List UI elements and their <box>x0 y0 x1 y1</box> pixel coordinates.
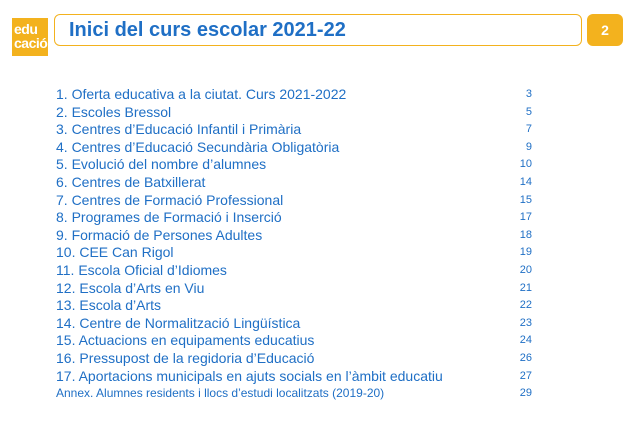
toc-item-page: 19 <box>519 246 532 259</box>
toc-item-15[interactable] <box>56 332 536 350</box>
toc-item-page: 20 <box>519 263 532 276</box>
toc-item-2[interactable] <box>56 104 536 122</box>
logo-line-2: cació <box>14 35 48 51</box>
toc-item-7[interactable] <box>56 192 536 210</box>
toc-item-page: 10 <box>519 158 532 171</box>
toc-item-page: 17 <box>519 211 532 224</box>
toc-item-title: Annex. Alumnes residents i llocs d’estudi localitzats (2019-20) <box>56 386 385 401</box>
toc-item-title: 5. Evolució del nombre d’alumnes <box>56 156 267 173</box>
toc-item-page: 18 <box>519 228 532 241</box>
logo-line-1: edu <box>14 21 38 37</box>
toc-item-title: 2. Escoles Bressol <box>56 103 172 120</box>
toc-item-title: 4. Centres d’Educació Secundària Obligatòria <box>56 138 340 155</box>
toc-item-page: 23 <box>519 316 532 329</box>
toc-item-page: 9 <box>525 140 532 153</box>
toc-item-5[interactable] <box>56 156 536 174</box>
toc-item-11[interactable] <box>56 262 536 280</box>
toc-item-page: 3 <box>525 88 532 100</box>
educacio-logo <box>12 18 48 56</box>
toc-item-title: 16. Pressupost de la regidoria d’Educació <box>56 349 315 366</box>
toc-item-page: 7 <box>525 123 532 136</box>
toc-item-9[interactable] <box>56 227 536 245</box>
toc-item-page: 5 <box>525 105 532 118</box>
toc-item-title: 14. Centre de Normalització Lingüística <box>56 314 301 331</box>
toc-item-3[interactable] <box>56 121 536 139</box>
toc-item-title: 11. Escola Oficial d’Idiomes <box>56 261 227 278</box>
toc-item-title: 12. Escola d’Arts en Viu <box>56 279 205 296</box>
toc-item-page: 26 <box>519 351 532 364</box>
toc-item-title: 10. CEE Can Rigol <box>56 244 174 261</box>
toc-item-title: 7. Centres de Formació Professional <box>56 191 284 208</box>
toc-item-title: 6. Centres de Batxillerat <box>56 173 206 190</box>
toc-item-10[interactable] <box>56 244 536 262</box>
toc-item-title: 17. Aportacions municipals en ajuts socials en l’àmbit educatiu <box>56 367 443 384</box>
toc-item-1[interactable] <box>56 86 536 104</box>
toc-item-title: 13. Escola d’Arts <box>56 297 162 314</box>
toc-item-8[interactable] <box>56 209 536 227</box>
toc-item-page: 21 <box>519 281 532 294</box>
page-number-badge: 2 <box>587 14 623 46</box>
toc-item-title: 1. Oferta educativa a la ciutat. Curs 2021-2022 <box>56 86 347 102</box>
toc-item-page: 14 <box>519 175 532 188</box>
toc-item-14[interactable] <box>56 315 536 333</box>
toc-item-page: 22 <box>519 299 532 312</box>
toc-item-page: 29 <box>519 387 532 400</box>
toc-item-12[interactable] <box>56 280 536 298</box>
page-title: Inici del curs escolar 2021-22 <box>69 18 346 41</box>
toc-item-page: 27 <box>519 369 532 382</box>
toc-item-title: 8. Programes de Formació i Inserció <box>56 209 282 226</box>
toc-item-title: 9. Formació de Persones Adultes <box>56 226 263 243</box>
toc-item-13[interactable] <box>56 297 536 315</box>
toc-item-page: 24 <box>519 334 532 347</box>
toc-item-page: 15 <box>519 193 532 206</box>
toc-item-title: 15. Actuacions en equipaments educatius <box>56 332 315 349</box>
toc-item-4[interactable] <box>56 139 536 157</box>
toc-item-17[interactable] <box>56 368 536 386</box>
table-of-contents <box>56 86 536 403</box>
toc-item-16[interactable] <box>56 350 536 368</box>
header-title-box <box>54 14 582 46</box>
toc-item-6[interactable] <box>56 174 536 192</box>
toc-item-title: 3. Centres d’Educació Infantil i Primària <box>56 121 302 138</box>
toc-item-annex[interactable] <box>56 385 536 403</box>
